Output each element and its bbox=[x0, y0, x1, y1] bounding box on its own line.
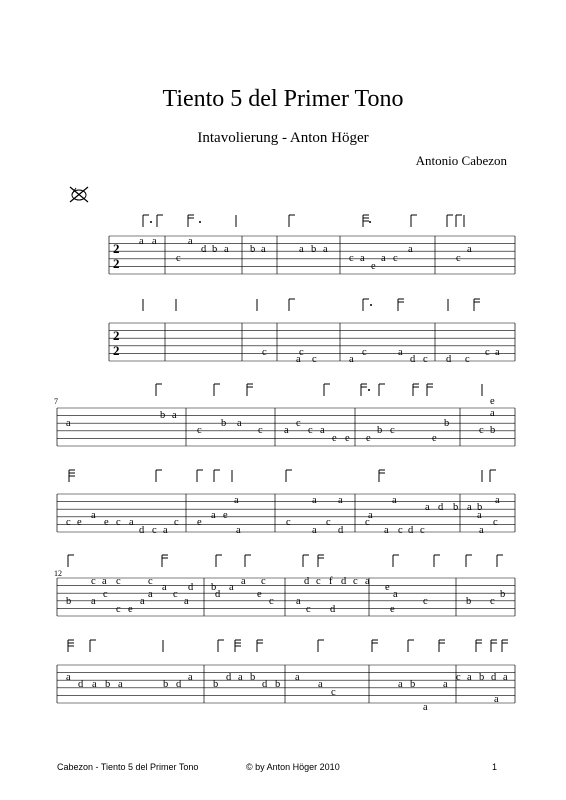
tab-letter: c bbox=[152, 525, 157, 536]
tab-letter: a bbox=[91, 510, 96, 521]
tab-letter: a bbox=[320, 425, 325, 436]
tab-letter: c bbox=[312, 354, 317, 365]
tab-letter: c bbox=[420, 525, 425, 536]
tab-letter: e bbox=[128, 604, 133, 615]
tab-letter: c bbox=[296, 418, 301, 429]
rhythm-dot bbox=[368, 389, 370, 391]
tab-letter: a bbox=[295, 672, 300, 683]
tab-letter: e bbox=[366, 433, 371, 444]
tab-letter: d bbox=[262, 679, 268, 690]
tab-letter: a bbox=[477, 510, 482, 521]
tab-letter: a bbox=[163, 525, 168, 536]
composer-name: Antonio Cabezon bbox=[415, 153, 507, 168]
tab-letter: d bbox=[304, 576, 310, 587]
tab-letter: c bbox=[262, 347, 267, 358]
page-footer bbox=[0, 762, 566, 776]
tab-letter: a bbox=[384, 525, 389, 536]
tab-letter: a bbox=[467, 244, 472, 255]
tab-letter: b bbox=[490, 425, 496, 436]
tab-letter: a bbox=[224, 244, 229, 255]
tab-letter: c bbox=[390, 425, 395, 436]
tab-letter: d bbox=[341, 576, 347, 587]
tab-letter: c bbox=[490, 596, 495, 607]
tab-letter: e bbox=[371, 261, 376, 272]
tab-letter: a bbox=[365, 576, 370, 587]
tab-letter: c bbox=[316, 576, 321, 587]
tab-letter: c bbox=[286, 517, 291, 528]
tab-letter: a bbox=[92, 679, 97, 690]
tab-letter: a bbox=[443, 679, 448, 690]
tab-letter: b bbox=[410, 679, 416, 690]
tab-letter: e bbox=[197, 517, 202, 528]
tab-letter: c bbox=[174, 517, 179, 528]
tab-letter: d bbox=[446, 354, 452, 365]
tab-letter: a bbox=[238, 672, 243, 683]
footer-copyright: © by Anton Höger 2010 bbox=[246, 762, 340, 772]
tab-letter: a bbox=[152, 236, 157, 247]
tab-letter: b bbox=[105, 679, 111, 690]
tab-letter: a bbox=[495, 347, 500, 358]
tab-letter: b bbox=[163, 679, 169, 690]
tab-letter: a bbox=[312, 495, 317, 506]
tab-letter: b bbox=[466, 596, 472, 607]
time-signature-top: 2 bbox=[113, 241, 120, 256]
tab-letter: a bbox=[393, 589, 398, 600]
tab-letter: e bbox=[104, 517, 109, 528]
tab-letter: c bbox=[299, 347, 304, 358]
tab-letter: b bbox=[377, 425, 383, 436]
tab-letter: c bbox=[261, 576, 266, 587]
tab-letter: c bbox=[493, 517, 498, 528]
tab-letter: e bbox=[345, 433, 350, 444]
tab-letter: a bbox=[236, 525, 241, 536]
tab-letter: d bbox=[338, 525, 344, 536]
rhythm-dot bbox=[369, 221, 371, 223]
tab-letter: a bbox=[392, 495, 397, 506]
tab-letter: e bbox=[432, 433, 437, 444]
time-signature-bottom: 2 bbox=[113, 343, 120, 358]
tab-letter: a bbox=[296, 354, 301, 365]
tab-letter: c bbox=[331, 687, 336, 698]
footer-title: Cabezon - Tiento 5 del Primer Tono bbox=[57, 762, 199, 772]
tab-letter: a bbox=[229, 582, 234, 593]
tab-letter: c bbox=[398, 525, 403, 536]
time-signature-bottom: 2 bbox=[113, 256, 120, 271]
tab-letter: c bbox=[176, 253, 181, 264]
tab-letter: a bbox=[172, 410, 177, 421]
tab-letter: d bbox=[78, 679, 84, 690]
tab-letter: a bbox=[425, 502, 430, 513]
tab-letter: a bbox=[188, 236, 193, 247]
tab-letter: e bbox=[490, 396, 495, 407]
tab-letter: c bbox=[116, 517, 121, 528]
tab-letter: c bbox=[349, 253, 354, 264]
tab-letter: c bbox=[465, 354, 470, 365]
tab-letter: b bbox=[453, 502, 459, 513]
tab-letter: b bbox=[66, 596, 72, 607]
tab-letter: c bbox=[423, 354, 428, 365]
tab-letter: e bbox=[77, 517, 82, 528]
rhythm-dot bbox=[150, 221, 152, 223]
tab-letter: a bbox=[408, 244, 413, 255]
tab-letter: a bbox=[503, 672, 508, 683]
tab-letter: a bbox=[148, 589, 153, 600]
tab-letter: a bbox=[495, 495, 500, 506]
tab-letter: a bbox=[494, 694, 499, 705]
page-number: 1 bbox=[492, 762, 498, 772]
rhythm-dot bbox=[199, 221, 201, 223]
tab-letter: c bbox=[362, 347, 367, 358]
tab-letter: c bbox=[423, 596, 428, 607]
tab-letter: c bbox=[148, 576, 153, 587]
tab-letter: a bbox=[184, 596, 189, 607]
tab-letter: c bbox=[197, 425, 202, 436]
tab-letter: d bbox=[226, 672, 232, 683]
tab-letter: c bbox=[485, 347, 490, 358]
tab-letter: b bbox=[477, 502, 483, 513]
tab-letter: b bbox=[275, 679, 281, 690]
tab-letter: a bbox=[381, 253, 386, 264]
rhythm-dot bbox=[370, 304, 372, 306]
tab-letter: a bbox=[139, 236, 144, 247]
page-title: Tiento 5 del Primer Tono bbox=[162, 86, 404, 112]
tab-letter: b bbox=[212, 244, 218, 255]
tab-letter: b bbox=[500, 589, 506, 600]
tab-letter: c bbox=[308, 425, 313, 436]
tab-letter: c bbox=[258, 425, 263, 436]
tab-letter: d bbox=[188, 582, 194, 593]
tab-letter: a bbox=[349, 354, 354, 365]
tab-letter: c bbox=[365, 517, 370, 528]
tab-letter: a bbox=[188, 672, 193, 683]
tab-letter: d bbox=[408, 525, 414, 536]
tab-letter: c bbox=[66, 517, 71, 528]
tab-letter: d bbox=[410, 354, 416, 365]
measure-number: 12 bbox=[54, 569, 62, 578]
tab-letter: a bbox=[467, 502, 472, 513]
tab-letter: c bbox=[103, 589, 108, 600]
tab-letter: d bbox=[215, 589, 221, 600]
tab-letter: a bbox=[129, 517, 134, 528]
tab-letter: a bbox=[318, 679, 323, 690]
tab-letter: a bbox=[323, 244, 328, 255]
tab-letter: d bbox=[176, 679, 182, 690]
tab-letter: a bbox=[140, 596, 145, 607]
tab-letter: c bbox=[306, 604, 311, 615]
tab-letter: a bbox=[241, 576, 246, 587]
tab-letter: c bbox=[116, 604, 121, 615]
tab-letter: a bbox=[423, 702, 428, 713]
tab-letter: b bbox=[250, 672, 256, 683]
measure-number: 7 bbox=[54, 397, 58, 406]
tab-letter: a bbox=[211, 510, 216, 521]
tab-letter: a bbox=[234, 495, 239, 506]
tab-letter: d bbox=[330, 604, 336, 615]
tab-letter: e bbox=[390, 604, 395, 615]
tab-letter: c bbox=[456, 672, 461, 683]
tab-letter: a bbox=[66, 672, 71, 683]
tab-letter: a bbox=[467, 672, 472, 683]
tab-letter: a bbox=[102, 576, 107, 587]
tab-letter: a bbox=[284, 425, 289, 436]
tab-letter: b bbox=[250, 244, 256, 255]
tab-letter: a bbox=[296, 596, 301, 607]
tab-letter: b bbox=[221, 418, 227, 429]
tab-letter: d bbox=[438, 502, 444, 513]
tab-letter: a bbox=[479, 525, 484, 536]
tab-letter: b bbox=[311, 244, 317, 255]
tab-letter: a bbox=[398, 347, 403, 358]
tab-letter: c bbox=[353, 576, 358, 587]
tab-letter: a bbox=[398, 679, 403, 690]
tab-letter: c bbox=[326, 517, 331, 528]
tab-letter: a bbox=[299, 244, 304, 255]
tab-letter: d bbox=[491, 672, 497, 683]
tab-letter: b bbox=[211, 582, 217, 593]
tab-letter: f bbox=[329, 576, 333, 587]
tab-letter: c bbox=[173, 589, 178, 600]
tab-letter: b bbox=[213, 679, 219, 690]
tab-letter: c bbox=[269, 596, 274, 607]
tab-letter: b bbox=[444, 418, 450, 429]
time-signature-top: 2 bbox=[113, 328, 120, 343]
tab-letter: a bbox=[261, 244, 266, 255]
tab-letter: a bbox=[162, 582, 167, 593]
tab-letter: b bbox=[160, 410, 166, 421]
tab-letter: a bbox=[312, 525, 317, 536]
tab-letter: a bbox=[490, 408, 495, 419]
arrangement-credit: Intavolierung - Anton Höger bbox=[197, 130, 369, 146]
tab-letter: e bbox=[385, 582, 390, 593]
tab-letter: e bbox=[223, 510, 228, 521]
tab-letter: a bbox=[66, 418, 71, 429]
tab-letter: c bbox=[116, 576, 121, 587]
tab-letter: c bbox=[456, 253, 461, 264]
tab-letter: a bbox=[118, 679, 123, 690]
tab-letter: d bbox=[201, 244, 207, 255]
tab-letter: c bbox=[479, 425, 484, 436]
tab-letter: c bbox=[393, 253, 398, 264]
tab-letter: d bbox=[139, 525, 145, 536]
tab-letter: a bbox=[237, 418, 242, 429]
tab-letter: b bbox=[479, 672, 485, 683]
tab-letter: a bbox=[91, 596, 96, 607]
tab-letter: c bbox=[91, 576, 96, 587]
tab-letter: e bbox=[332, 433, 337, 444]
tab-letter: e bbox=[257, 589, 262, 600]
tab-letter: a bbox=[368, 510, 373, 521]
tab-letter: a bbox=[338, 495, 343, 506]
tab-letter: a bbox=[360, 253, 365, 264]
